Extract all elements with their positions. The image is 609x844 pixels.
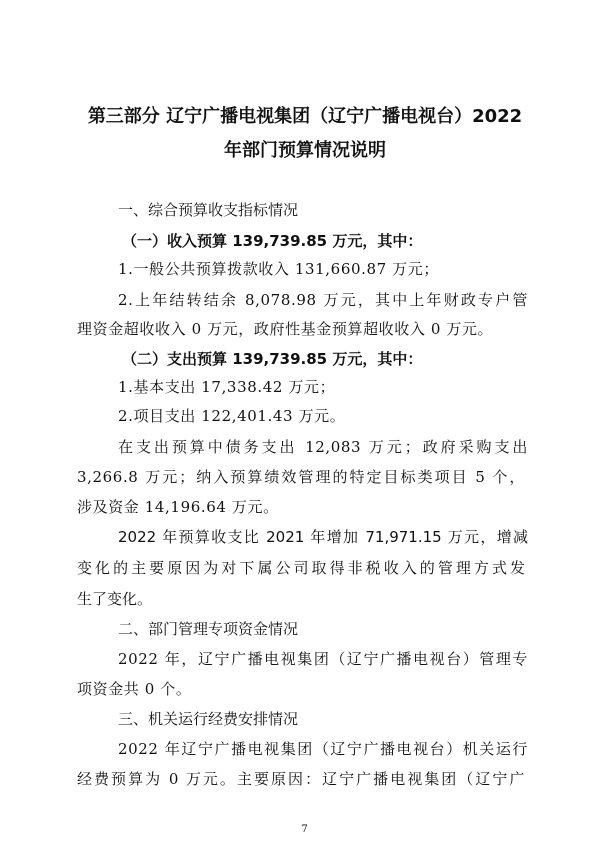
expense-item-1: 1.基本支出 17,338.42 万元； — [118, 378, 336, 396]
section-3-heading: 三、机关运行经费安排情况 — [118, 710, 299, 728]
section-2-line-2: 项资金共 0 个。 — [77, 680, 192, 698]
debt-line-3: 涉及资金 14,196.64 万元。 — [77, 498, 279, 516]
compare-line-1: 2022 年预算收支比 2021 年增加 71,971.15 万元，增减 — [118, 528, 528, 546]
section-1-heading: 一、综合预算收支指标情况 — [118, 201, 299, 219]
income-item-2-line-1: 2.上年结转结余 8,078.98 万元，其中上年财政专户管 — [118, 291, 528, 309]
page-title-line-2: 年部门预算情况说明 — [224, 140, 386, 161]
debt-line-2: 3,266.8 万元；纳入预算绩效管理的特定目标类项目 5 个， — [77, 468, 525, 486]
income-item-2-line-2: 理资金超收收入 0 万元，政府性基金预算超收收入 0 万元。 — [77, 320, 494, 338]
section-2-line-1: 2022 年，辽宁广播电视集团（辽宁广播电视台）管理专 — [118, 650, 528, 668]
income-item-1: 1.一般公共预算拨款收入 131,660.87 万元； — [118, 260, 439, 278]
expense-heading: （二）支出预算 139,739.85 万元，其中： — [122, 350, 423, 368]
page-title-line-1: 第三部分 辽宁广播电视集团（辽宁广播电视台）2022 — [87, 106, 523, 127]
expense-item-2: 2.项目支出 122,401.43 万元。 — [118, 407, 346, 425]
income-heading: （一）收入预算 139,739.85 万元，其中： — [122, 232, 423, 250]
section-2-heading: 二、部门管理专项资金情况 — [118, 620, 299, 638]
debt-line-1: 在支出预算中债务支出 12,083 万元；政府采购支出 — [118, 438, 528, 456]
section-3-line-1: 2022 年辽宁广播电视集团（辽宁广播电视台）机关运行 — [118, 740, 528, 758]
compare-line-3: 生了变化。 — [77, 590, 153, 608]
section-3-line-2: 经费预算为 0 万元。主要原因：辽宁广播电视集团（辽宁广 — [77, 770, 525, 788]
compare-line-2: 变化的主要原因为对下属公司取得非税收入的管理方式发 — [77, 559, 525, 577]
page-number: 7 — [301, 824, 308, 835]
